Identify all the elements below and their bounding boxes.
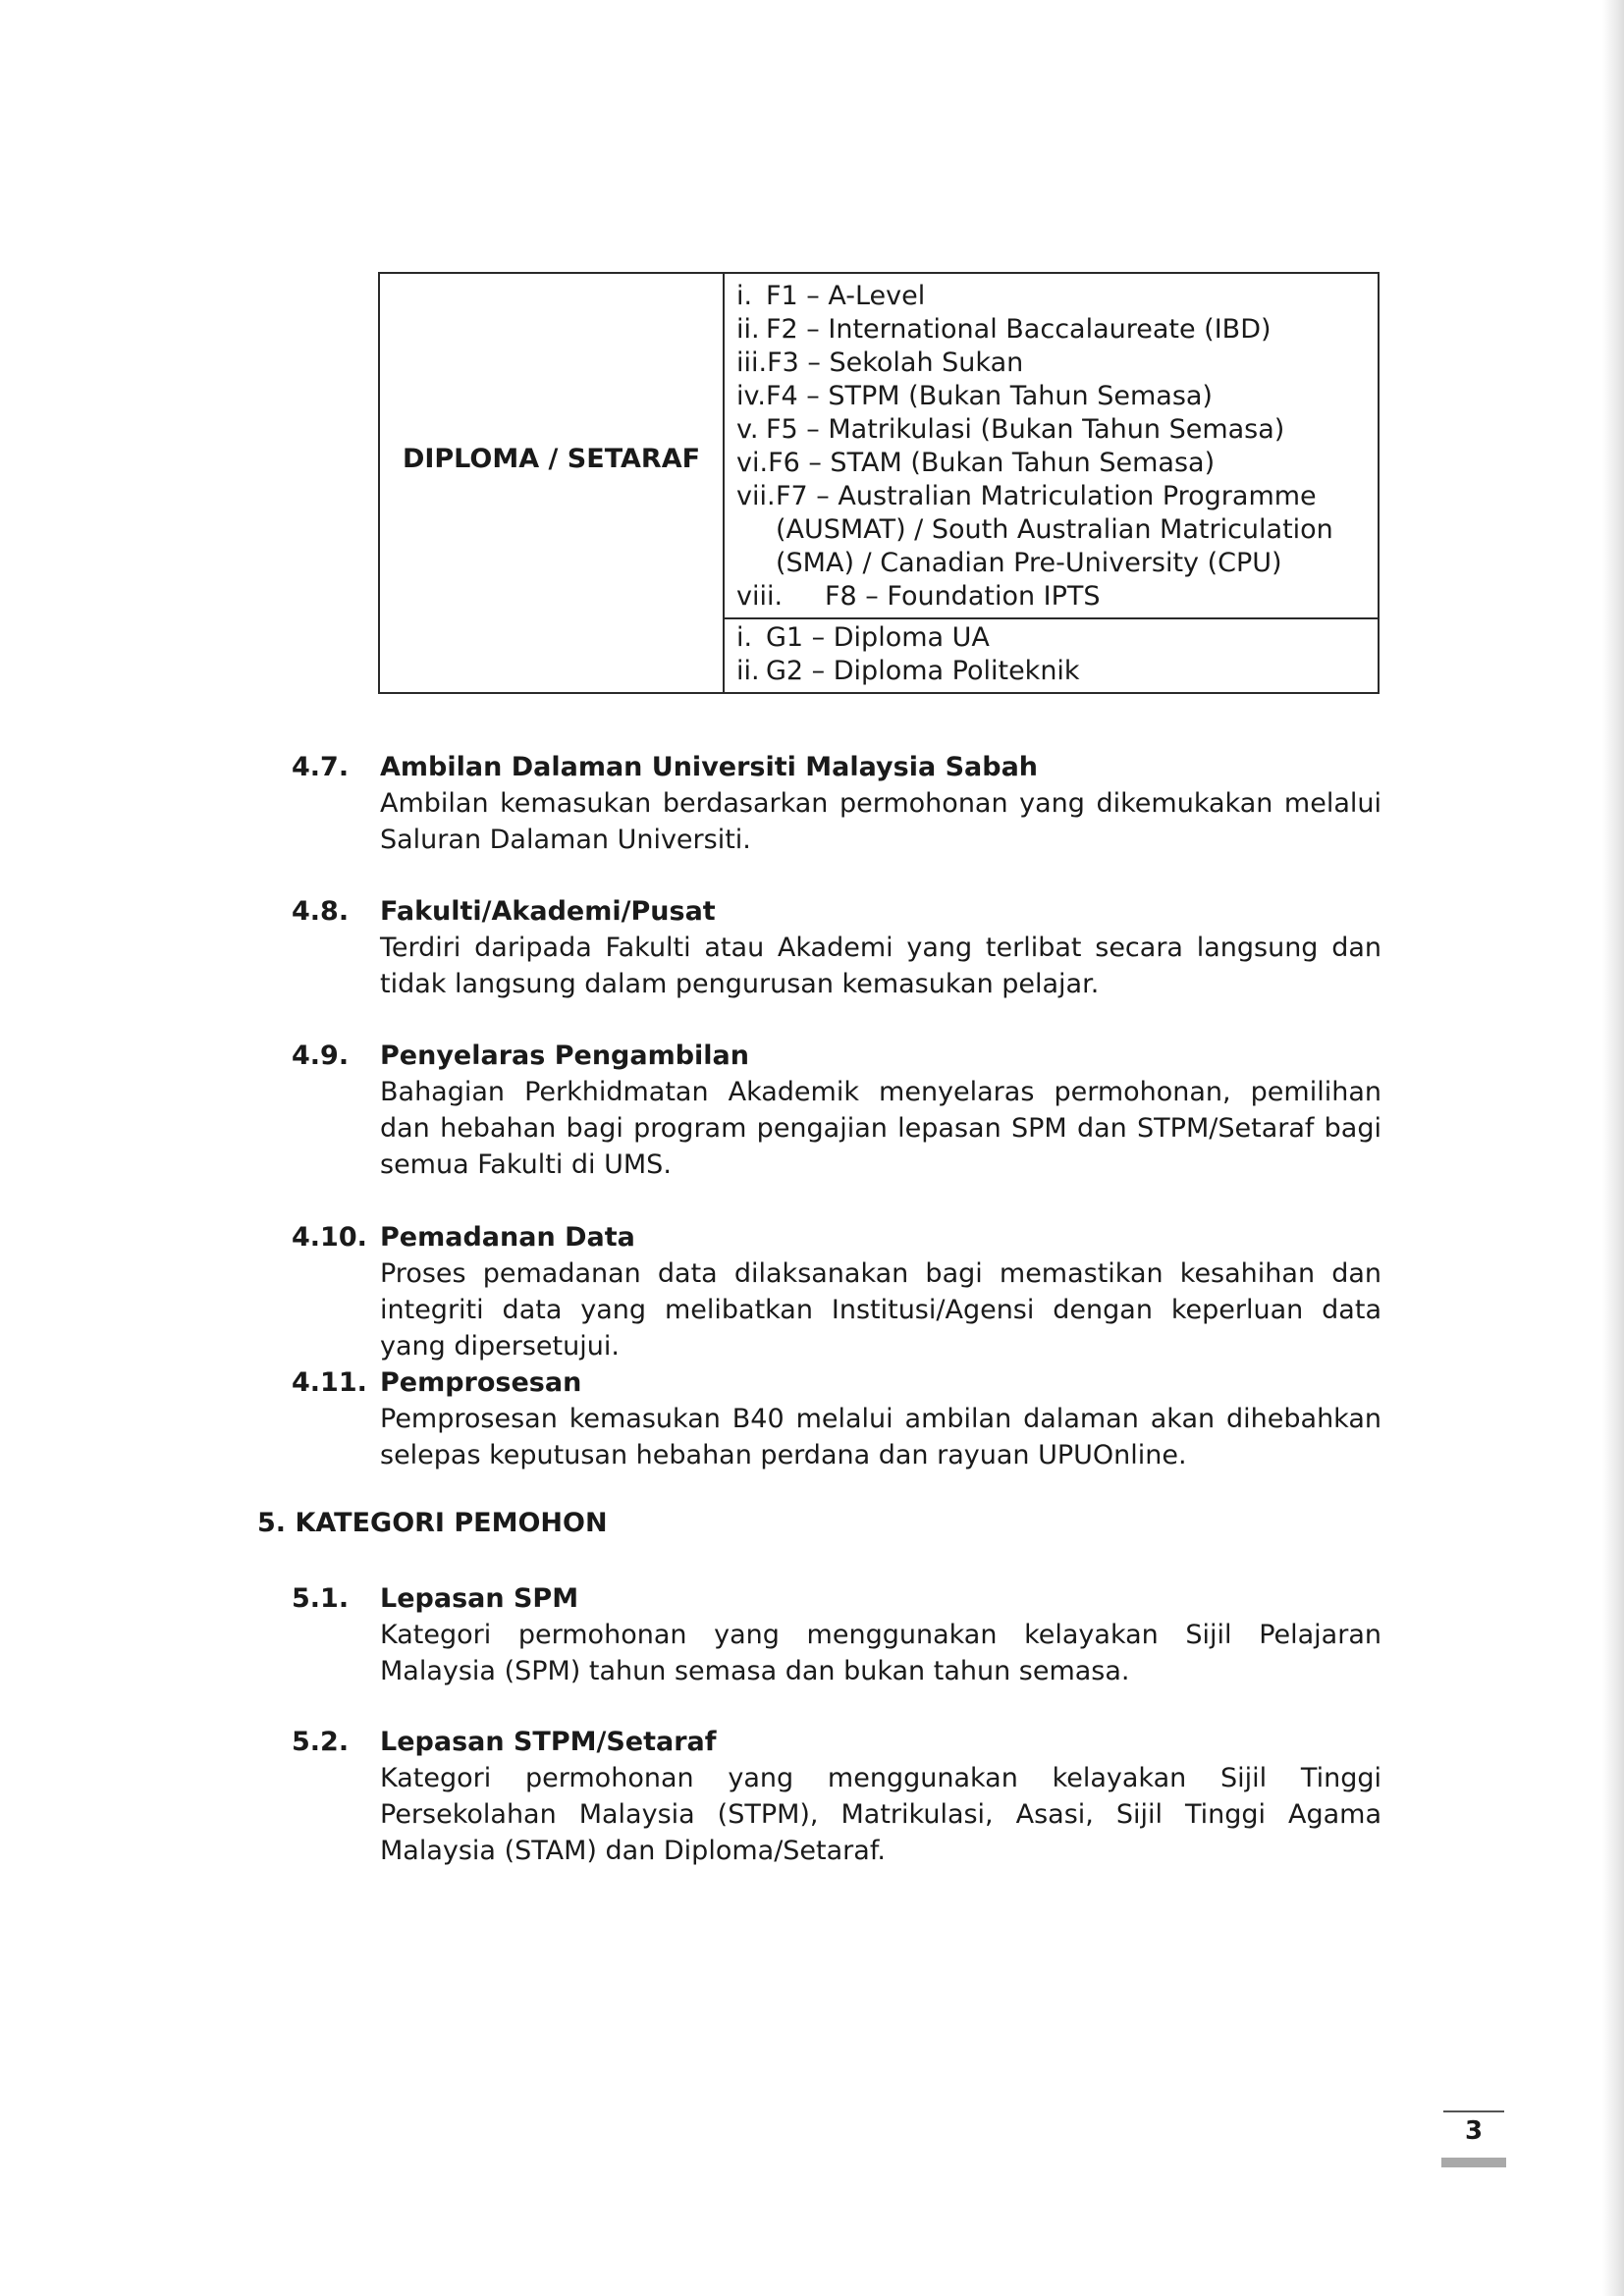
- section-number: 4.11.: [292, 1367, 367, 1398]
- list-item-number: vi.: [736, 448, 769, 478]
- list-item-text: F6 – STAM (Bukan Tahun Semasa): [768, 448, 1216, 478]
- list-item: [736, 380, 1378, 413]
- list-item-text: (AUSMAT) / South Australian Matriculation: [776, 514, 1333, 545]
- section-body: Kategori permohonan yang menggunakan kelayakan Sijil Tinggi Persekolahan Malaysia (STPM), Matrikulasi, Asasi, Sijil Tinggi Agama Malaysia (STAM) dan Diploma/Setaraf.: [380, 1763, 1381, 1866]
- table-header-label: DIPLOMA / SETARAF: [402, 444, 701, 474]
- section-number: 4.8.: [292, 896, 350, 927]
- list-item-number: ii.: [736, 656, 760, 686]
- section-body: Kategori permohonan yang menggunakan kelayakan Sijil Pelajaran Malaysia (SPM) tahun semasa dan bukan tahun semasa.: [380, 1620, 1381, 1686]
- qualification-table: [378, 272, 1380, 694]
- list-item: [736, 347, 1378, 380]
- list-item: [736, 655, 1378, 688]
- list-item: [736, 413, 1378, 447]
- list-item-continuation: [736, 547, 1378, 580]
- list-item-text: G2 – Diploma Politeknik: [766, 656, 1080, 686]
- section-body: Bahagian Perkhidmatan Akademik menyelaras permohonan, pemilihan dan hebahan bagi program pengajian lepasan SPM dan STPM/Setaraf bagi semua Fakulti di UMS.: [380, 1077, 1381, 1180]
- group-g-cell: [724, 618, 1379, 693]
- list-item: [736, 447, 1378, 480]
- section-title: Pemprosesan: [380, 1367, 582, 1398]
- list-item-text: G1 – Diploma UA: [766, 622, 990, 653]
- section-title: Penyelaras Pengambilan: [380, 1041, 749, 1071]
- section-number: 4.9.: [292, 1041, 350, 1071]
- section-number: 4.10.: [292, 1222, 367, 1253]
- section-title: Pemadanan Data: [380, 1222, 635, 1253]
- list-item-number: i.: [736, 622, 753, 653]
- list-item-text: F7 – Australian Matriculation Programme: [776, 481, 1317, 511]
- section-body: Pemprosesan kemasukan B40 melalui ambilan dalaman akan dihebahkan selepas keputusan hebahan perdana dan rayuan UPUOnline.: [380, 1404, 1381, 1470]
- list-item-text: F2 – International Baccalaureate (IBD): [766, 314, 1272, 345]
- section-body: Ambilan kemasukan berdasarkan permohonan yang dikemukakan melalui Saluran Dalaman Universiti.: [380, 788, 1381, 855]
- page-number-bar: [1441, 2158, 1506, 2167]
- scan-edge-shadow: [1602, 0, 1624, 2296]
- table-header-cell: [379, 273, 724, 693]
- list-item: [736, 621, 1378, 655]
- list-item-number: iii.: [736, 347, 768, 378]
- category-heading: 5. KATEGORI PEMOHON: [257, 1508, 608, 1538]
- section-body: Proses pemadanan data dilaksanakan bagi memastikan kesahihan dan integriti data yang melibatkan Institusi/Agensi dengan keperluan data yang dipersetujui.: [380, 1258, 1381, 1362]
- list-item-text: F8 – Foundation IPTS: [825, 581, 1101, 612]
- list-item-text: (SMA) / Canadian Pre-University (CPU): [776, 548, 1282, 578]
- list-item-number: ii.: [736, 314, 760, 345]
- list-item-number: v.: [736, 414, 759, 445]
- section-number: 5.2.: [292, 1727, 350, 1757]
- list-item: [736, 313, 1378, 347]
- list-item: [736, 280, 1378, 313]
- list-item-continuation: [736, 513, 1378, 547]
- list-item-number: vii.: [736, 481, 776, 511]
- list-item: [736, 580, 1378, 614]
- page-number: 3: [1443, 2110, 1504, 2146]
- section-body: Terdiri daripada Fakulti atau Akademi yang terlibat secara langsung dan tidak langsung dalam pengurusan kemasukan pelajar.: [380, 933, 1381, 999]
- section-4-9: [292, 1038, 1381, 1183]
- group-f-cell: [724, 273, 1379, 618]
- section-title: Fakulti/Akademi/Pusat: [380, 896, 716, 927]
- section-5-2: [292, 1724, 1381, 1869]
- section-title: Ambilan Dalaman Universiti Malaysia Sabah: [380, 752, 1039, 782]
- list-item-text: F3 – Sekolah Sukan: [767, 347, 1024, 378]
- section-4-11: [292, 1364, 1381, 1473]
- list-item: [736, 480, 1378, 513]
- list-item-text: F1 – A-Level: [766, 281, 926, 311]
- list-item-number: i.: [736, 281, 753, 311]
- list-item-number: viii.: [736, 581, 784, 612]
- list-item-number: iv.: [736, 381, 766, 411]
- list-item-text: F5 – Matrikulasi (Bukan Tahun Semasa): [766, 414, 1285, 445]
- section-4-10: [292, 1219, 1381, 1364]
- list-item-text: F4 – STPM (Bukan Tahun Semasa): [766, 381, 1213, 411]
- section-4-8: [292, 893, 1381, 1002]
- section-title: Lepasan SPM: [380, 1583, 579, 1614]
- section-5-1: [292, 1580, 1381, 1689]
- section-number: 4.7.: [292, 752, 350, 782]
- section-title: Lepasan STPM/Setaraf: [380, 1727, 717, 1757]
- section-number: 5.1.: [292, 1583, 350, 1614]
- section-4-7: [292, 749, 1381, 858]
